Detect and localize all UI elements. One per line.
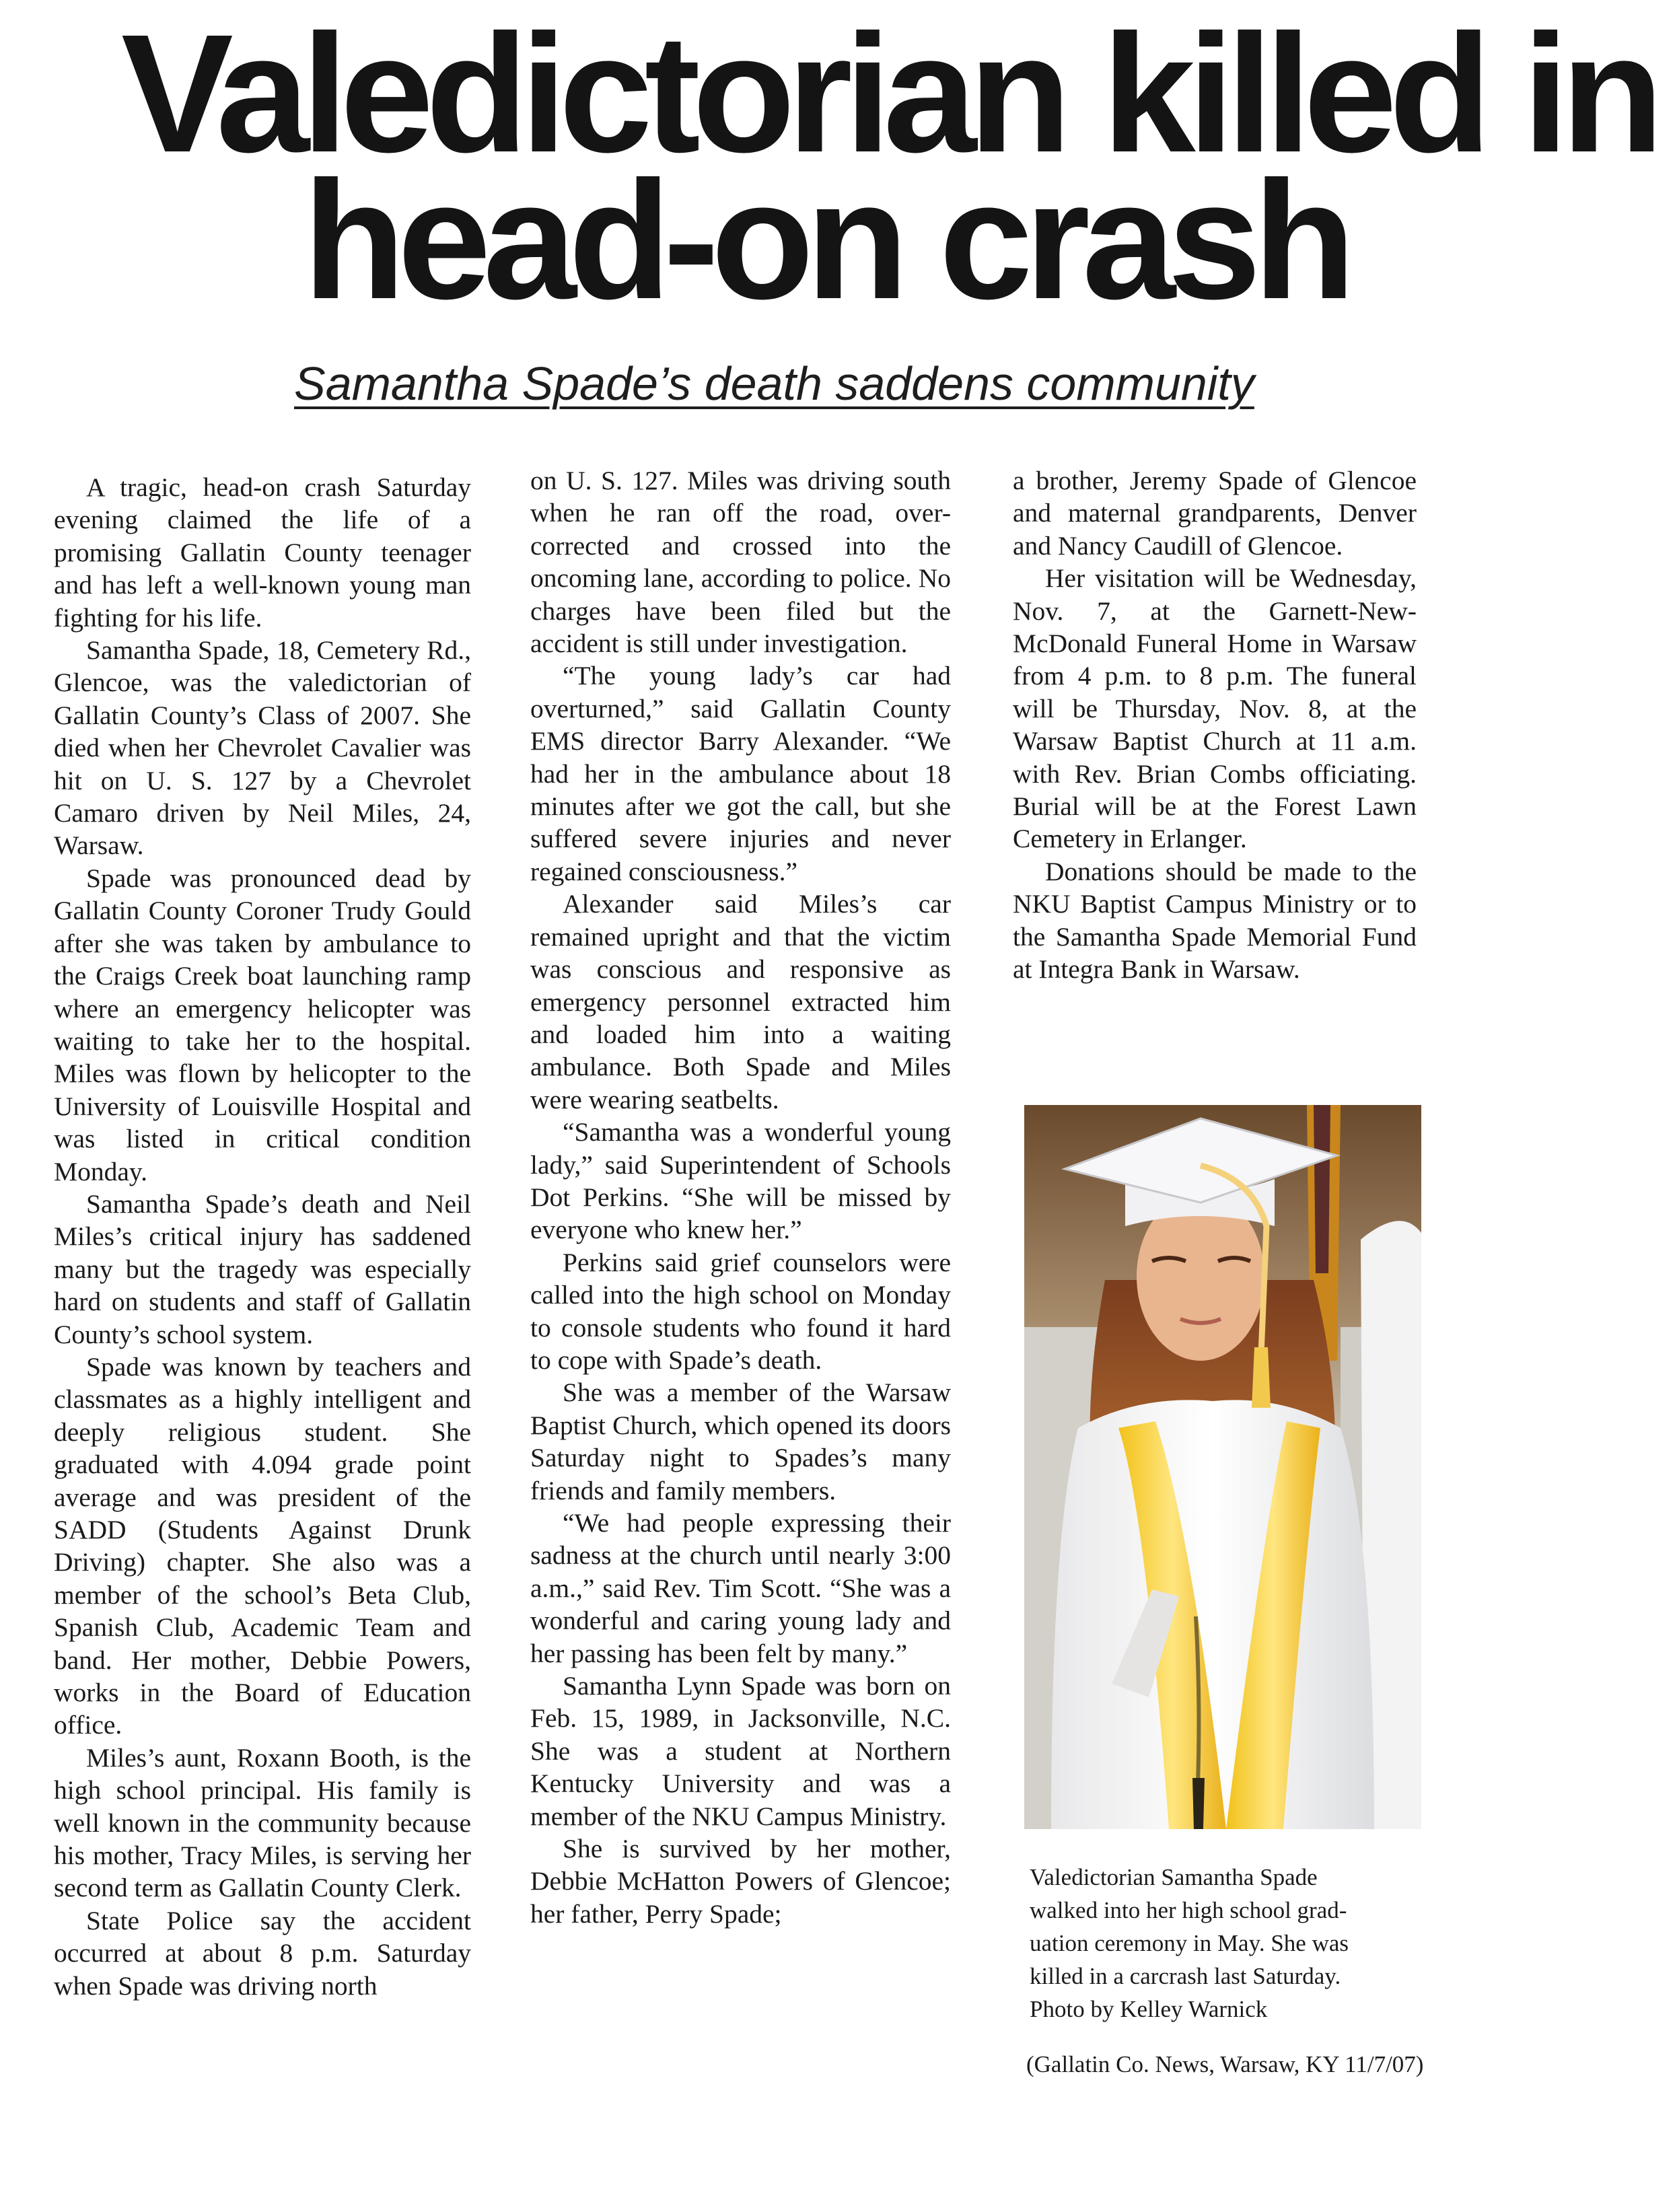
paragraph: Alexander said Miles’s car remained upright and that the victim was conscious and responsive as emergency personnel extracted him and loaded him into a waiting ambulance. Both Spade and Miles were wearing seatbelts. xyxy=(530,889,951,1114)
paragraph: Spade was known by teachers and classmates as a highly intelligent and deeply religious student. She graduated with 4.094 grade point average and was president of the SADD (Students Against Drunk Driving) chapter. She also was a member of the school’s Beta Club, Spanish Club, Academic Team and band. Her mother, Debbie Powers, works in the Board of Education office. xyxy=(54,1351,471,1740)
caption-line: walked into her high school grad- xyxy=(1030,1897,1347,1923)
paragraph: a brother, Jeremy Spade of Glencoe and maternal grandparents, Denver and Nancy Caudill of Glencoe. xyxy=(1013,466,1417,561)
paragraph: Samantha Lynn Spade was born on Feb. 15, 1989, in Jacksonville, N.C. She was a student at Northern Kentucky University and was a member of the NKU Campus Ministry. xyxy=(530,1671,951,1831)
paragraph: “The young lady’s car had overturned,” said Gallatin County EMS director Barry Alexander. “We had her in the ambulance about 18 minutes after we got the call, but she suffered severe injuries and never regained consciousness.” xyxy=(530,661,951,886)
paragraph: Perkins said grief counselors were called into the high school on Monday to console students who found it hard to cope with Spade’s death. xyxy=(530,1247,951,1375)
paragraph: Miles’s aunt, Roxann Booth, is the high school principal. His family is well known in the community because his mother, Tracy Miles, is serving her second term as Gallatin County Clerk. xyxy=(54,1742,471,1903)
paragraph: Spade was pronounced dead by Gallatin County Coroner Trudy Gould after she was taken by ambulance to the Craigs Creek boat launching ramp where an emergency helicopter was waiting to take her to the hospital. Miles was flown by helicopter to the University of Louisville Hospital and was listed in critical condition Monday. xyxy=(54,863,471,1186)
paragraph: State Police say the accident occurred at about 8 p.m. Saturday when Spade was driving north xyxy=(54,1905,471,2001)
caption-line: killed in a carcrash last Saturday. xyxy=(1030,1963,1341,1989)
caption-line: Valedictorian Samantha Spade xyxy=(1030,1864,1318,1890)
article-column-1 xyxy=(54,471,471,2002)
paragraph: Donations should be made to the NKU Baptist Campus Ministry or to the Samantha Spade Memorial Fund at Integra Bank in Warsaw. xyxy=(1013,856,1417,985)
paragraph: Her visitation will be Wednesday, Nov. 7, at the Garnett-New-McDonald Funeral Home in Warsaw from 4 p.m. to 8 p.m. The funeral will be Thursday, Nov. 8, at the Warsaw Baptist Church at 11 a.m. with Rev. Brian Combs officiating. Burial will be at the Forest Lawn Cemetery in Erlanger. xyxy=(1013,563,1417,854)
source-citation: (Gallatin Co. News, Warsaw, KY 11/7/07) xyxy=(1026,2051,1424,2077)
photo-caption xyxy=(1030,1861,1433,2026)
headline xyxy=(101,0,1656,334)
paragraph: “We had people expressing their sadness at the church until nearly 3:00 a.m.,” said Rev. Tim Scott. “She was a wonderful and caring young lady and her passing has been felt by many.” xyxy=(530,1508,951,1668)
caption-line: uation ceremony in May. She was xyxy=(1030,1930,1349,1956)
paragraph: She is survived by her mother, Debbie McHatton Powers of Glencoe; her father, Perry Spade; xyxy=(530,1834,951,1929)
paragraph: on U. S. 127. Miles was driving south when he ran off the road, over-corrected and crossed into the oncoming lane, according to police. No charges have been filed but the accident is still under investigation. xyxy=(530,466,951,659)
graduation-photo xyxy=(1024,1105,1421,1829)
subhead: Samantha Spade’s death saddens community xyxy=(294,357,1254,410)
paragraph: Samantha Spade’s death and Neil Miles’s critical injury has saddened many but the tragedy was especially hard on students and staff of Gallatin County’s school system. xyxy=(54,1188,471,1349)
paragraph: Samantha Spade, 18, Cemetery Rd., Glencoe, was the valedictorian of Gallatin County’s Class of 2007. She died when her Chevrolet Cavalier was hit on U. S. 127 by a Chevrolet Camaro driven by Neil Miles, 24, Warsaw. xyxy=(54,635,471,861)
headline-line-1: Valedictorian killed in xyxy=(121,0,1656,187)
paragraph: A tragic, head-on crash Saturday evening claimed the life of a promising Gallatin County teenager and has left a well-known young man fighting for his life. xyxy=(54,472,471,633)
paragraph: She was a member of the Warsaw Baptist Church, which opened its doors Saturday night to Spades’s many friends and family members. xyxy=(530,1378,951,1505)
article-column-2 xyxy=(530,464,951,1930)
headline-line-2: head-on crash xyxy=(303,146,1348,334)
article-column-3 xyxy=(1013,464,1417,986)
paragraph: “Samantha was a wonderful young lady,” said Superintendent of Schools Dot Perkins. “She will be missed by everyone who knew her.” xyxy=(530,1117,951,1245)
caption-credit: Photo by Kelley Warnick xyxy=(1030,1996,1268,2022)
